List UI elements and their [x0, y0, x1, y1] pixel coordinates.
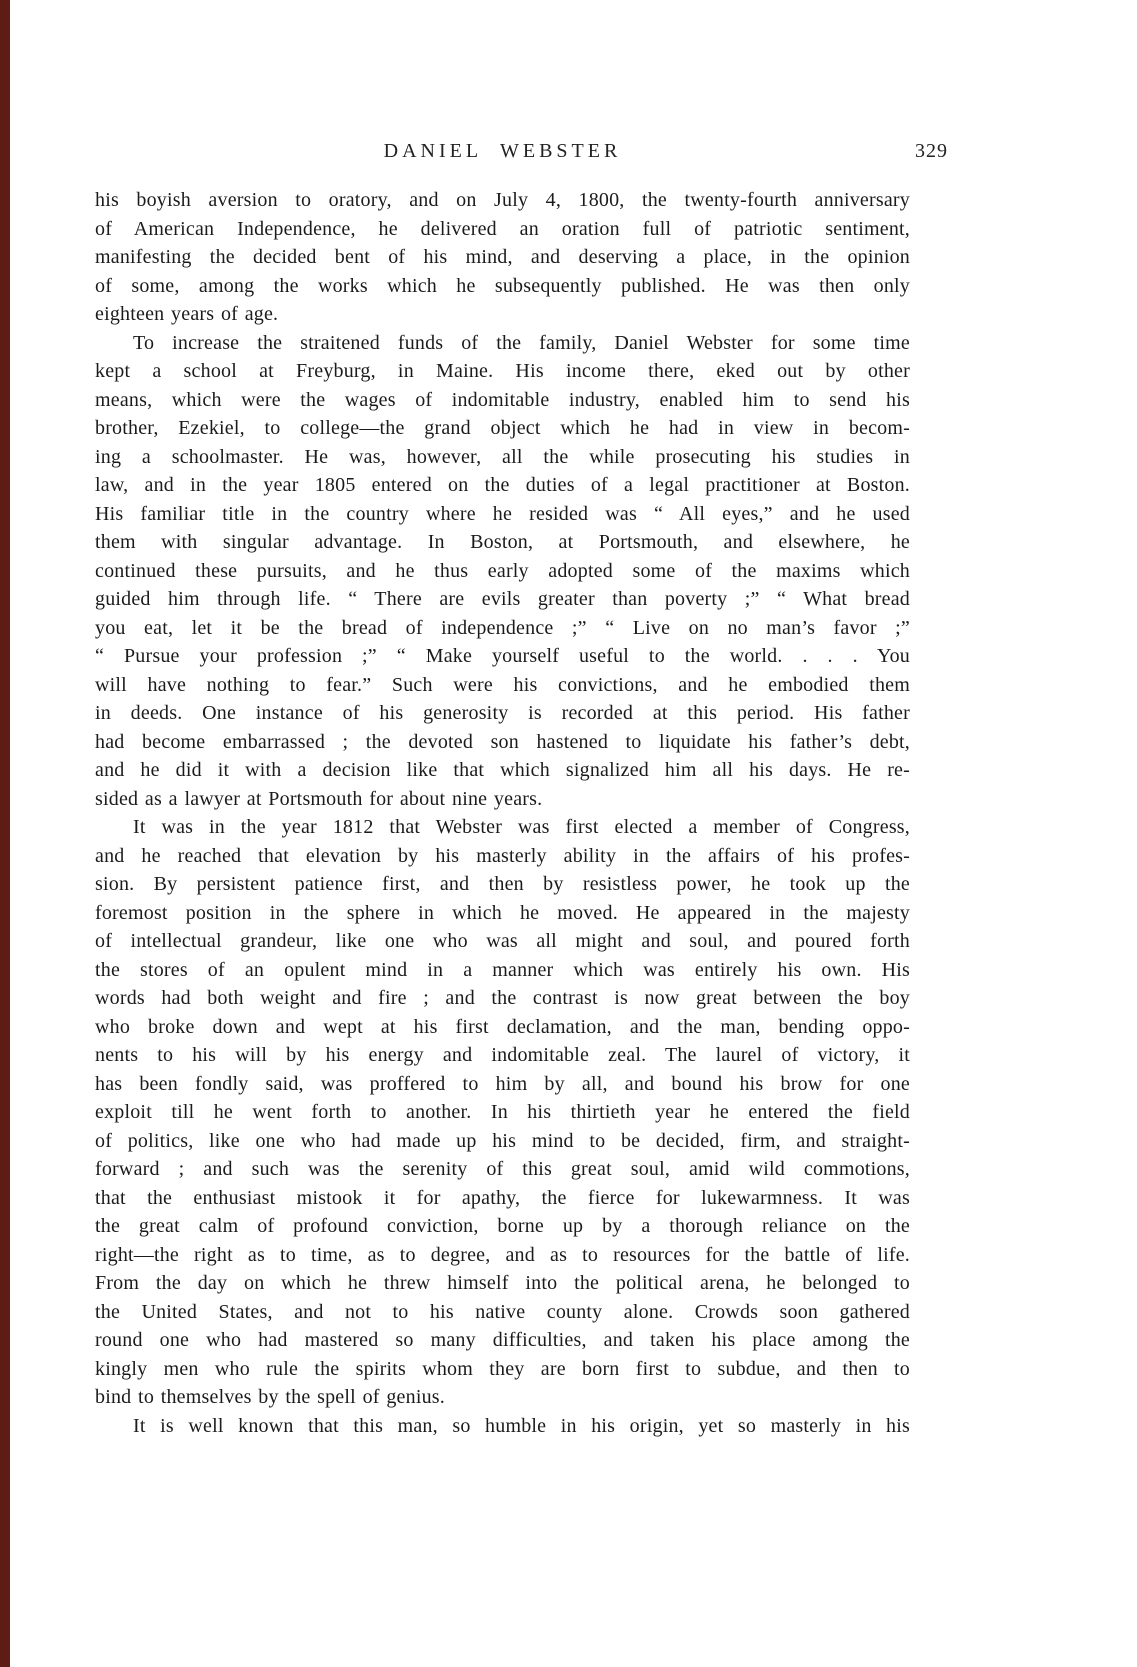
text-line: forward ; and such was the serenity of this great soul, amid wild commotions, — [95, 1158, 910, 1180]
text-line: right—the right as to time, as to degree, and as to resources for the battle of life. — [95, 1243, 910, 1266]
text-line: kept a school at Freyburg, in Maine. His income there, eked out by other — [95, 360, 910, 382]
text-line: kingly men who rule the spirits whom they are born first to subdue, and then to — [95, 1357, 910, 1380]
text-line: It was in the year 1812 that Webster was first elected a member of Congress, — [133, 816, 910, 838]
text-line: means, which were the wages of indomitable industry, enabled him to send his — [95, 388, 910, 411]
text-line: exploit till he went forth to another. In his thirtieth year he entered the field — [95, 1101, 910, 1123]
text-line: From the day on which he threw himself into the political arena, he belonged to — [95, 1272, 910, 1294]
text-line: To increase the straitened funds of the family, Daniel Webster for some time — [133, 331, 910, 354]
binding-edge — [0, 0, 10, 1667]
text-line: and he reached that elevation by his masterly ability in the affairs of his profes- — [95, 844, 910, 867]
paragraph — [95, 329, 910, 814]
text-line: law, and in the year 1805 entered on the duties of a legal practitioner at Boston. — [95, 474, 910, 496]
text-line: the great calm of profound conviction, borne up by a thorough reliance on the — [95, 1215, 910, 1237]
text-line: sided as a lawyer at Portsmouth for about nine years. — [95, 787, 543, 810]
text-line: had become embarrassed ; the devoted son hastened to liquidate his father’s debt, — [95, 730, 910, 753]
text-line: manifesting the decided bent of his mind, and deserving a place, in the opinion — [95, 246, 910, 268]
text-line: It is well known that this man, so humble in his origin, yet so masterly in his — [133, 1414, 910, 1437]
text-line: His familiar title in the country where he resided was “ All eyes,” and he used — [95, 502, 910, 525]
text-line: bind to themselves by the spell of genius. — [95, 1386, 445, 1408]
text-line: that the enthusiast mistook it for apathy, the fierce for lukewarmness. It was — [95, 1186, 910, 1209]
text-line: brother, Ezekiel, to college—the grand object which he had in view in becom- — [95, 417, 910, 439]
text-line: will have nothing to fear.” Such were his convictions, and he embodied them — [95, 673, 910, 696]
text-line: in deeds. One instance of his generosity is recorded at this period. His father — [95, 702, 910, 724]
text-line: foremost position in the sphere in which he moved. He appeared in the majesty — [95, 901, 910, 924]
text-line: sion. By persistent patience first, and then by resistless power, he took up the — [95, 873, 910, 895]
text-line: ing a schoolmaster. He was, however, all the while prosecuting his studies in — [95, 445, 910, 468]
paragraph — [95, 1412, 910, 1441]
text-line: them with singular advantage. In Boston, at Portsmouth, and elsewhere, he — [95, 531, 910, 553]
text-line: who broke down and wept at his first declamation, and the man, bending oppo- — [95, 1015, 910, 1038]
text-line: eighteen years of age. — [95, 303, 279, 325]
text-line: the stores of an opulent mind in a manner which was entirely his own. His — [95, 958, 910, 981]
text-line: continued these pursuits, and he thus early adopted some of the maxims which — [95, 559, 910, 582]
text-line: has been fondly said, was proffered to him by all, and bound his brow for one — [95, 1072, 910, 1095]
text-line: round one who had mastered so many difficulties, and taken his place among the — [95, 1329, 910, 1351]
text-line: of American Independence, he delivered an oration full of patriotic sentiment, — [95, 217, 910, 240]
text-line: the United States, and not to his native county alone. Crowds soon gathered — [95, 1300, 910, 1323]
text-line: his boyish aversion to oratory, and on July 4, 1800, the twenty-fourth anniversary — [95, 189, 910, 211]
text-line: guided him through life. “ There are evils greater than poverty ;” “ What bread — [95, 588, 910, 610]
text-line: of some, among the works which he subsequently published. He was then only — [95, 274, 910, 297]
text-line: words had both weight and fire ; and the contrast is now great between the boy — [95, 987, 910, 1009]
page-body — [95, 186, 910, 1440]
text-line: nents to his will by his energy and indomitable zeal. The laurel of victory, it — [95, 1044, 910, 1066]
paragraph — [95, 186, 910, 329]
text-line: of politics, like one who had made up his mind to be decided, firm, and straight- — [95, 1129, 910, 1152]
running-head-title: DANIEL WEBSTER — [383, 140, 622, 162]
page-header — [95, 140, 948, 170]
page-number: 329 — [915, 140, 948, 162]
text-line: “ Pursue your profession ;” “ Make yourself useful to the world. . . . You — [95, 645, 910, 667]
text-line: you eat, let it be the bread of independence ;” “ Live on no man’s favor ;” — [95, 616, 910, 639]
text-line: and he did it with a decision like that which signalized him all his days. He re- — [95, 759, 910, 781]
text-line: of intellectual grandeur, like one who was all might and soul, and poured forth — [95, 930, 910, 952]
paragraph — [95, 813, 910, 1412]
